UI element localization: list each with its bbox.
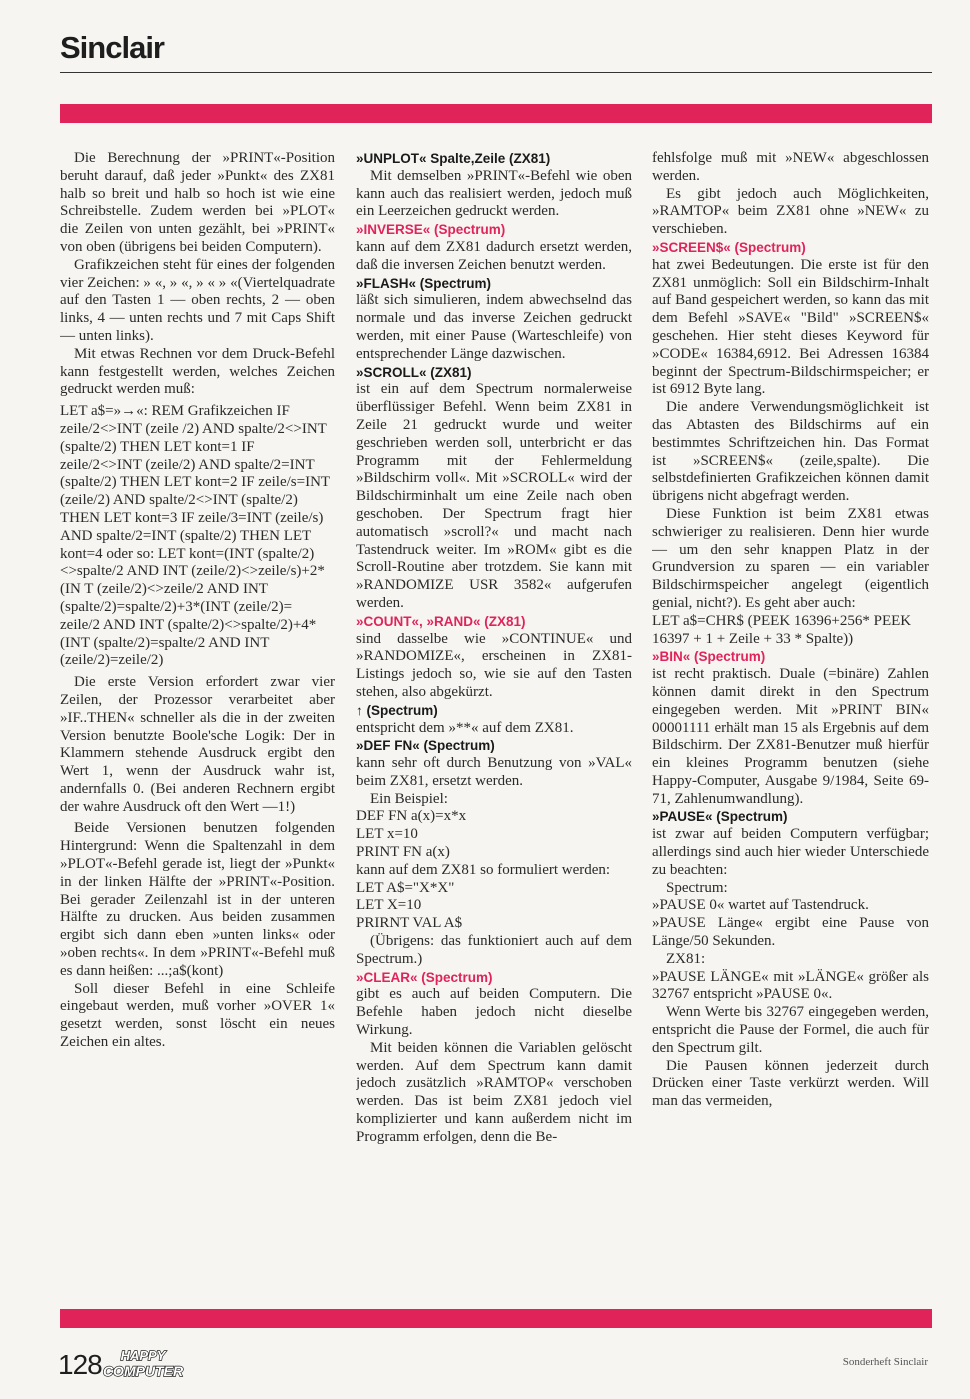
section-heading: »BIN« (Spectrum) <box>652 649 766 665</box>
paragraph: ZX81: <box>666 950 706 967</box>
column-1 <box>60 150 335 1290</box>
section-heading: »CLEAR« (Spectrum) <box>356 969 493 985</box>
paragraph: Beide Versionen benutzen folgenden Hintergrund: Wenn die Spaltenzahl in dem »PLOT«-Befehl gerade ist, liegt der »Punkt« in der linken Hälfte der »PRINT«-Position. Bei gerader Zeilenzahl ist in der unteren Hälfte zu drucken. Aus beiden zusammen ergibt sich dann eben »unten links« oder »oben rechts«. In dem »PRINT«-Befehl muß es dann heißen: ...;a$(kont) <box>60 820 335 979</box>
paragraph: läßt sich simulieren, indem abwechselnd das normale und das inverse Zeichen gedruckt werden, mit einer Pause (Warteschleife) von entsprechender Länge dazwischen. <box>356 292 632 362</box>
header-divider <box>60 72 932 73</box>
code-listing: LET a$=CHR$ (PEEK 16396+256* PEEK 16397 + 1 + Zeile + 33 * Spalte)) <box>652 612 912 647</box>
page-number: 128 <box>58 1349 102 1380</box>
code-line: LET A$="X*X" <box>356 879 455 896</box>
paragraph: »PAUSE 0« wartet auf Tastendruck. <box>652 897 869 914</box>
paragraph: kann auf dem ZX81 dadurch ersetzt werden, daß die inversen Zeichen benutzt werden. <box>356 238 632 273</box>
section-heading: »DEF FN« (Spectrum) <box>356 738 495 754</box>
section-heading: »FLASH« (Spectrum) <box>356 275 492 291</box>
paragraph: Grafikzeichen steht für eines der folgenden vier Zeichen: » «, » «, » « » «(Viertelquadrate auf den Tasten 1 — oben rechts, 2 — oben links, 4 — unten rechts und 7 mit Caps Shift — unten links). <box>60 256 335 344</box>
page-title: Sinclair <box>60 30 164 65</box>
paragraph: sind dasselbe wie »CONTINUE« und »RANDOMIZE«, erscheinen in ZX81-Listings jedoch so, wie sie auf den Tasten stehen, also abgekürzt. <box>356 630 632 700</box>
paragraph: Diese Funktion ist beim ZX81 etwas schwieriger zu realisieren. Denn hier wurde — um den sehr knappen Platz in der Grundversion zu sparen — ein variabler Bildschirmspeicher angelegt (eigentlich genial, nicht?). Es geht aber auch: <box>652 505 929 611</box>
code-line: LET X=10 <box>356 897 422 914</box>
code-line: LET x=10 <box>356 826 418 843</box>
bottom-accent-band <box>60 1309 932 1328</box>
paragraph: Die andere Verwendungsmöglichkeit ist das Abtasten des Bildschirms auf ein bestimmtes Schriftzeichen hin. Das Format ist »SCREEN$« (zeile,spalte). Die selbstdefinierten Grafikzeichen können damit übrigens nicht abgefragt werden. <box>652 399 929 505</box>
section-heading: »COUNT«, »RAND« (ZX81) <box>356 613 526 629</box>
section-heading: »INVERSE« (Spectrum) <box>356 222 506 238</box>
paragraph: Die Berechnung der »PRINT«-Position beruht darauf, daß jeder »Punkt« des ZX81 halb so breit und halb so hoch ist wie eine Schreibstelle. Zudem werden bei »PLOT« die Zeilen von unten gezählt, bei »PRINT« von oben (übrigens bei beiden Computern). <box>60 150 335 255</box>
paragraph: Die erste Version erfordert zwar vier Zeilen, der Prozessor verarbeitet aber »IF..THEN« schneller als die in der zweiten Version benutzte Boole'sche Logik: Der in Klammern stehende Ausdruck ergibt den Wert 1, wenn der Ausdruck wahr ist, andernfalls 0. (Bei anderen Rechnern ergibt der wahre Ausdruck oft den Wert —1!) <box>60 674 335 815</box>
logo-line-1: HAPPY <box>120 1348 166 1363</box>
section-heading: »UNPLOT« Spalte,Zeile (ZX81) <box>356 151 551 166</box>
paragraph: Wenn Werte bis 32767 eingegeben werden, entspricht die Pause der Formel, die auch für den Spectrum gilt. <box>652 1004 929 1056</box>
section-heading: »PAUSE« (Spectrum) <box>652 809 788 825</box>
section-heading: ↑ (Spectrum) <box>356 702 438 718</box>
paragraph: Es gibt jedoch auch Möglichkeiten, »RAMTOP« beim ZX81 ohne »NEW« zu verschieben. <box>652 185 929 238</box>
paragraph: Ein Beispiel: <box>370 790 448 807</box>
section-heading: »SCROLL« (ZX81) <box>356 364 472 380</box>
paragraph: Mit etwas Rechnen vor dem Druck-Befehl kann festgestellt werden, welches Zeichen gedruckt werden muß: <box>60 345 335 398</box>
top-accent-band <box>60 104 932 123</box>
paragraph: kann sehr oft durch Benutzung von »VAL« beim ZX81, ersetzt werden. <box>356 755 632 789</box>
code-line: PRIRNT VAL A$ <box>356 915 463 932</box>
paragraph: kann auf dem ZX81 so formuliert werden: <box>356 861 611 878</box>
publication-name: Sonderheft Sinclair <box>842 1356 928 1368</box>
paragraph: entspricht dem »**« auf dem ZX81. <box>356 719 574 736</box>
paragraph: »PAUSE Länge« ergibt eine Pause von Länge/50 Sekunden. <box>652 915 929 950</box>
logo-line-2: COMPUTER <box>102 1363 184 1379</box>
paragraph: hat zwei Bedeutungen. Die erste ist für den ZX81 unmöglich: Soll ein Bildschirm-Inhalt auf Band gespeichert werden, so kann das mit dem Befehl »SAVE« "Bild" »SCREEN$« geschehen. Hier steht dieses Keyword für »CODE« 16384,6912. Bei Adressen 16384 beginnt der Spectrum-Bildschirmspeicher; er ist 6912 Byte lang. <box>652 256 929 398</box>
paragraph: ist ein auf dem Spectrum normalerweise überflüssiger Befehl. Wenn beim ZX81 in Zeile 21 gedruckt wurde und weiter geschrieben werden soll, unterbricht er das Programm mit der Fehlermeldung »Bildschirm voll«. Mit »SCROLL« wird der Bildschirminhalt um eine Zeile nach oben geschoben. Der Spectrum fragt hier automatisch »scroll?« und macht nach Tastendruck weiter. Im »ROM« gibt es die Scroll-Routine aber trotzdem. Sie kann mit »RANDOMIZE USR 3582« aufgerufen werden. <box>356 381 632 611</box>
section-heading: »SCREEN$« (Spectrum) <box>652 239 806 255</box>
code-listing: LET a$=»→«: REM Grafikzeichen IF zeile/2<>INT (zeile /2) AND spalte/2<>INT (spalte/2) THEN LET kont=1 IF zeile/2<>INT (zeile/2) AND spalte/2=INT (spalte/2) THEN LET kont=2 IF zeile/s=INT (zeile/2) AND spalte/2<>INT (spalte/2) THEN LET kont=3 IF zeile/3=INT (zeile/s) AND spalte/2=INT (spalte/2) THEN LET kont=4 oder so: LET kont=(INT (spalte/2)<>spalte/2 AND INT (zeile/2)<>zeile/s)+2*(IN T (zeile/2)<>zeile/2 AND INT (spalte/2)=spalte/2)+3*(INT (zeile/2)= zeile/2 AND INT (spalte/2)<>spalte/2)+4*(INT (spalte/2)=spalte/2 AND INT (zeile/2)=zeile/2) <box>60 403 330 669</box>
paragraph: Soll dieser Befehl in eine Schleife eingebaut werden, muß vorher »OVER 1« gesetzt werden, sonst löscht ein neues Zeichen ein altes. <box>60 980 335 1051</box>
paragraph: gibt es auch auf beiden Computern. Die Befehle haben jedoch nicht dieselbe Wirkung. <box>356 986 632 1039</box>
code-line: DEF FN a(x)=x*x <box>356 808 467 825</box>
happy-computer-logo <box>102 1345 184 1381</box>
paragraph: (Übrigens: das funktioniert auch auf dem Spectrum.) <box>356 933 632 967</box>
paragraph: ist recht praktisch. Duale (=binäre) Zahlen können damit direkt in den Spectrum eingegeben werden. Mit »PRINT BIN« 00001111 erhält man 15 als Ergebnis auf dem Bildschirm. Der ZX81-Benutzer muß hierfür ein kleines Programm benutzen (siehe Happy-Computer, Ausgabe 9/1984, Seite 69-71, Zahlenumwandlung). <box>652 666 929 807</box>
paragraph: Spectrum: <box>666 879 728 896</box>
paragraph: Mit beiden können die Variablen gelöscht werden. Auf dem Spectrum kann damit jedoch zusätzlich »RAMTOP« verschoben werden. Das ist beim ZX81 jedoch viel komplizierter und kann außerdem nicht im Programm erfolgen, denn die Be- <box>356 1039 632 1145</box>
code-line: PRINT FN a(x) <box>356 844 450 861</box>
column-3 <box>652 150 929 1290</box>
paragraph: fehlsfolge muß mit »NEW« abgeschlossen werden. <box>652 150 929 184</box>
column-2 <box>356 150 632 1290</box>
paragraph: »PAUSE LÄNGE« mit »LÄNGE« größer als 32767 entspricht »PAUSE 0«. <box>652 968 929 1003</box>
paragraph: ist zwar auf beiden Computern verfügbar; allerdings sind auch hier wieder Unterschiede zu beachten: <box>652 826 929 878</box>
paragraph: Mit demselben »PRINT«-Befehl wie oben kann auch das realisiert werden, jedoch muß ein Leerzeichen gedruckt werden. <box>356 167 632 220</box>
paragraph: Die Pausen können jederzeit durch Drücken einer Taste verkürzt werden. Will man das vermeiden, <box>652 1057 929 1110</box>
